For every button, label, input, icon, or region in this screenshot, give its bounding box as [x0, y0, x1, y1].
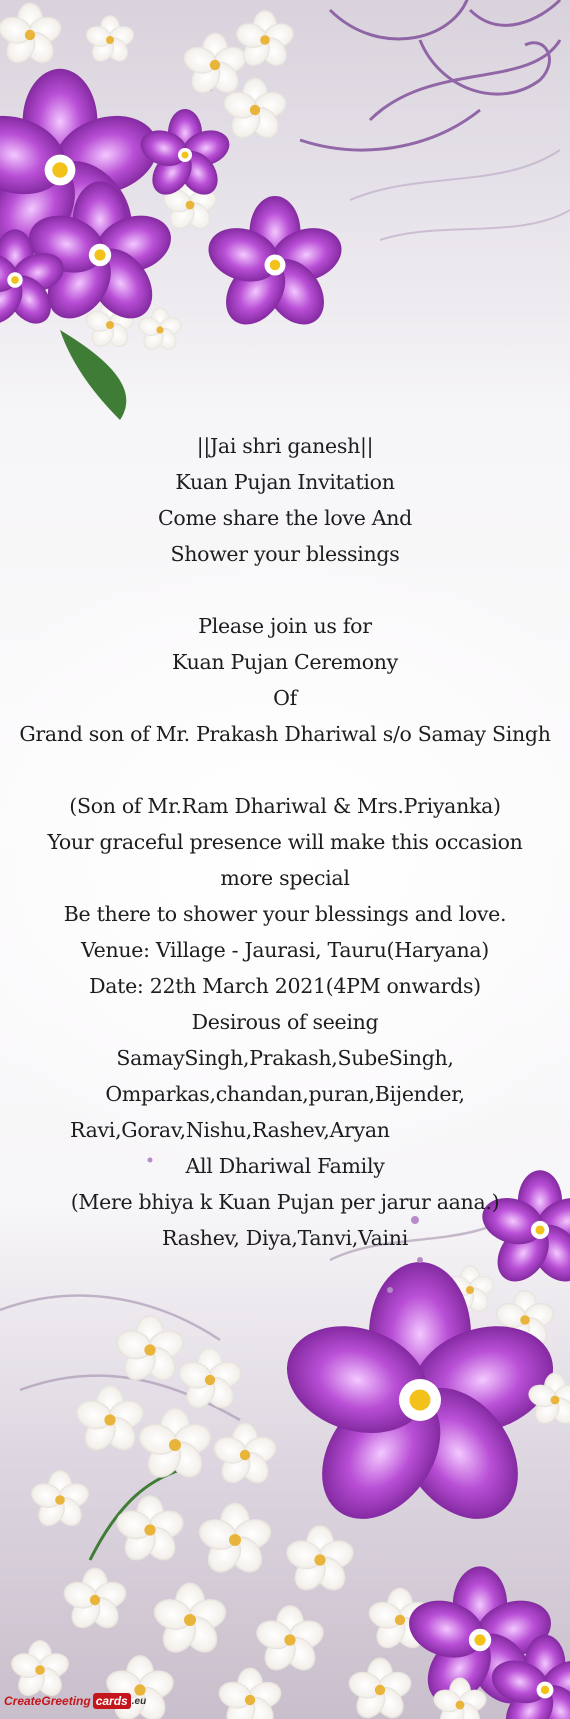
logo-text: cards	[93, 1693, 131, 1709]
message-line: Come share the love And	[158, 506, 412, 530]
site-logo[interactable]	[4, 1687, 147, 1715]
invitation-message	[0, 428, 570, 1256]
ceremony-name: Kuan Pujan Ceremony	[172, 650, 398, 674]
message-line: Please join us for	[198, 614, 372, 638]
message-line: (Mere bhiya k Kuan Pujan per jarur aana.)	[70, 1190, 500, 1214]
signature-line: Rashev, Diya,Tanvi,Vaini	[162, 1226, 408, 1250]
family-line: All Dhariwal Family	[185, 1154, 385, 1178]
blank-line	[0, 572, 570, 608]
message-line: Your graceful presence will make this occasion more special	[47, 830, 523, 890]
names-line: SamaySingh,Prakash,SubeSingh,	[116, 1046, 454, 1070]
honoree-line: Grand son of Mr. Prakash Dhariwal s/o Samay Singh	[19, 722, 551, 746]
message-line: Desirous of seeing	[191, 1010, 379, 1034]
venue-line: Venue: Village - Jaurasi, Tauru(Haryana)	[81, 938, 489, 962]
message-line: Shower your blessings	[170, 542, 400, 566]
logo-text: CreateGreeting	[4, 1694, 91, 1708]
logo-text: .eu	[131, 1695, 147, 1707]
blank-line	[0, 752, 570, 788]
names-line: Omparkas,chandan,puran,Bijender,	[105, 1082, 465, 1106]
message-line: Of	[273, 686, 297, 710]
parents-line: (Son of Mr.Ram Dhariwal & Mrs.Priyanka)	[69, 794, 501, 818]
invocation-line: ||Jai shri ganesh||	[196, 434, 374, 458]
names-line: Ravi,Gorav,Nishu,Rashev,Aryan	[70, 1118, 390, 1142]
message-line: Be there to shower your blessings and love.	[63, 902, 507, 926]
invitation-title: Kuan Pujan Invitation	[175, 470, 395, 494]
date-line: Date: 22th March 2021(4PM onwards)	[89, 974, 481, 998]
